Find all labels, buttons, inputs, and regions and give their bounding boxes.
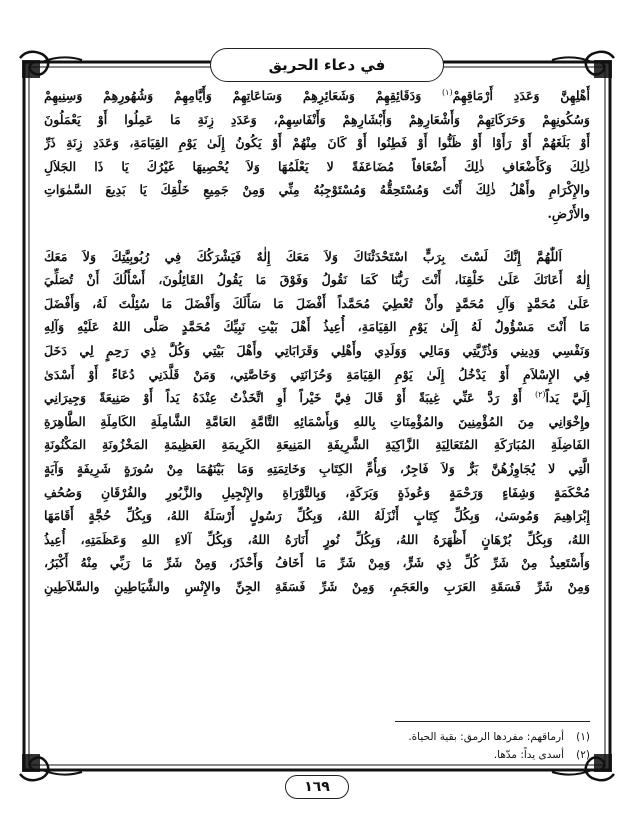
text-line: وإِخْوَانِي مِنَ المُؤْمِنِينَ والمُؤْمِنَاتِ بِاللهِ وَبِأَسْمَائِهِ التَّامَّةِ العَامَّةِ الشَّامِلَةِ الكَامِلَةِ الطَّاهِرَةِ	[44, 413, 590, 429]
text-line: مُحْكَمَةٍ وَشِفَاءٍ وَرَحْمَةٍ وَعُوذَةٍ وَبَرَكَةٍ، وَبِالتَّوْرَاةِ والإِنْجِيلِ والزَّبُورِ والفُرْقَانِ وَصُحُفِ	[44, 484, 590, 500]
text-line: والإِكْرَامِ وأَهْلُ ذٰلِكَ أَنْتَ وَمُسْتَحِقُّهُ وَمُسْتَوْجِبُهُ مِنِّي وَمِنْ جَمِيعِ خَلْقِكَ يَا بَدِيعَ السَّمٰوَاتِ	[44, 182, 590, 198]
page-number-badge	[285, 775, 349, 799]
footnote-1	[408, 728, 590, 746]
footnote-2	[408, 746, 590, 764]
footnote-ref-1[interactable]: (١)	[442, 87, 453, 97]
paragraph-2	[44, 245, 590, 599]
body-text	[44, 84, 590, 617]
running-header	[210, 48, 444, 82]
footnote-number: (١)	[576, 731, 590, 743]
footnote-ref-2[interactable]: (٢)	[534, 389, 546, 399]
corner-ornament-top-right	[552, 52, 614, 78]
corner-ornament-bottom-left	[20, 754, 82, 780]
text-line: اَللّٰهُمَّ إِنَّكَ لَسْتَ بِرَبٍّ اسْتَحْدَثْنَاكَ وَلاَ مَعَكَ إِلٰهٌ فَيَشْرَكُكَ فِي رُبُوبِيَّتِكَ وَلاَ مَعَكَ	[44, 248, 562, 264]
text-line: وَأَسْتَعِيذُ مِنْ شَرِّ كُلِّ ذِي شَرٍّ، وَمِنْ شَرِّ مَا أَخَافُ وَأَحْذَرُ، وَمِنْ شَرِّ مَا رَبِّي مِنْهُ أَكْبَرُ،	[44, 555, 590, 571]
paragraph-1	[44, 84, 590, 226]
text-line: والأَرْضِ.	[547, 205, 590, 221]
text-line: أَوْ بَلَغَهُمْ أَوْ رَأَوْا أَوْ ظَنُّوا أَوْ فَطِنُوا أَوْ كَانَ مِنْهُمْ أَوْ يَكُونُ إِلَىٰ يَوْمِ القِيَامَةِ، وَعَدَدِ زِنَةِ ذَرِّ	[44, 135, 590, 151]
page-frame	[18, 40, 616, 795]
text-line: الفَاضِلَةِ المُبَارَكَةِ المُتَعَالِيَةِ الزَّاكِيَةِ الشَّرِيفَةِ المَنِيعَةِ الكَرِيمَةِ العَظِيمَةِ المَخْزُونَةِ المَكْنُونَةِ	[44, 437, 590, 453]
text-line: وَسُكُونِهِمْ وَحَرَكَاتِهِمْ وَأَشْعَارِهِمْ وَأَبْشَارِهِمْ وَأَنْفَاسِهِمْ، وَعَدَدِ زِنَةِ مَا عَمِلُوا أَوْ يَعْمَلُونَ	[44, 111, 590, 127]
text-line: ذٰلِكَ وَكَأَضْعَافِ ذٰلِكَ أَضْعَافاً مُضَاعَفَةً لا يَعْلَمُهَا وَلاَ يُحْصِيهَا غَيْرُكَ يَا ذَا الجَلاَلِ	[44, 158, 590, 174]
footnote-number: (٢)	[576, 749, 590, 761]
text-line: وَنَفْسِي وَدِينِي وَذُرِّيَّتِي وَمَالِي وَوَلَدِي وأَهْلِي وَقَرَابَاتِي وأَهْلَ بَيْتِي وَكُلَّ ذِي رَحِمٍ لِي دَخَلَ	[44, 342, 590, 358]
corner-ornament-top-left	[20, 52, 82, 78]
text-line: إِبْرَاهِيمَ وَمُوسَىٰ، وَبِكُلِّ كِتَابٍ أَنْزَلَهُ اللهُ، وَبِكُلِّ رَسُولٍ أَرْسَلَهُ اللهُ، وَبِكُلِّ حُجَّةٍ أَقَامَهَا	[44, 508, 590, 524]
footnote-text: أرماقهم: مفردها الرمق: بقية الحياة.	[408, 731, 564, 743]
text-line: فِي الإِسْلاَمِ أَوْ يَدْخُلُ إِلَىٰ يَوْمِ القِيَامَةِ وَحُزَانَتِي وَخَاصَّتِي، وَمَنْ قَلَّدَنِي دُعَاءً أَوْ أَسْدَىٰ	[44, 366, 590, 382]
text-line: أَهْلِهِنَّ وَعَدَدِ أَرْمَاقِهِمْ$^{(١)}$ وَدَقَائِقِهِمْ وَشَعَائِرِهِمْ وَسَاعَاتِهِمْ وَأَيَّامِهِمْ وَشُهُورِهِمْ وَسِنِيهِمْ	[44, 87, 590, 103]
footnotes	[408, 728, 590, 764]
text-line: الَّتِي لا يُجَاوِزُهُنَّ بَرٌّ وَلاَ فَاجِرٌ، وَبِأُمِّ الكِتَابِ وَخَاتِمَتِهِ وَمَا بَيْنَهُمَا مِنْ سُورَةٍ شَرِيفَةٍ وَآيَةٍ	[44, 460, 590, 476]
text-line: وَمِنْ شَرِّ فَسَقَةِ العَرَبِ والعَجَمِ، وَمِنْ شَرِّ فَسَقَةِ الجِنِّ والإِنْسِ والشَّيَاطِينِ والسَّلاَطِينِ	[44, 578, 590, 594]
text-line: إِلٰهٌ أَعَانَكَ عَلَىٰ خَلْقِنَا، أَنْتَ رَبُّنَا كَمَا نَقُولُ وَفَوْقَ مَا يَقُولُ القَائِلُونَ، أَسْأَلُكَ أَنْ تُصَلِّيَ	[44, 272, 590, 288]
footnote-separator	[395, 721, 590, 722]
text-line: إِلَيَّ يَداً$^{(٢)}$ أَوْ رَدَّ عَنِّي غِيبَةً أَوْ قَالَ فِيَّ خَيْراً أَوِ اتَّخَذْتُ عِنْدَهُ يَداً أَوْ صَنِيعَةً وَجِيرَانِي	[44, 389, 590, 406]
page-number: ١٦٩	[304, 779, 330, 795]
text-line: مَا أَنْتَ مَسْؤُولٌ لَهُ إِلَىٰ يَوْمِ القِيَامَةِ، أُعِيذُ أَهْلَ بَيْتِ نَبِيِّكَ مُحَمَّدٍ صَلَّى اللهُ عَلَيْهِ وَآلِهِ	[44, 319, 590, 335]
header-title: في دعاء الحريق	[268, 56, 386, 74]
text-line: اللهُ، وَبِكُلِّ بُرْهَانٍ أَظْهَرَهُ اللهُ، وَبِكُلِّ نُورٍ أَنَارَهُ اللهُ، وَبِكُلِّ آلاءِ اللهِ وَعَظَمَتِهِ، أُعِيذُ	[44, 531, 590, 547]
footnote-text: أسدى يداً: مدّها.	[493, 749, 564, 761]
text-line: عَلَىٰ مُحَمَّدٍ وَآلِ مُحَمَّدٍ وأَنْ تُعْطِيَ مُحَمَّداً أَفْضَلَ مَا سَأَلَكَ وَأَفْضَلَ مَا سُئِلْتَ لَهُ، وَأَفْضَلَ	[44, 295, 590, 311]
